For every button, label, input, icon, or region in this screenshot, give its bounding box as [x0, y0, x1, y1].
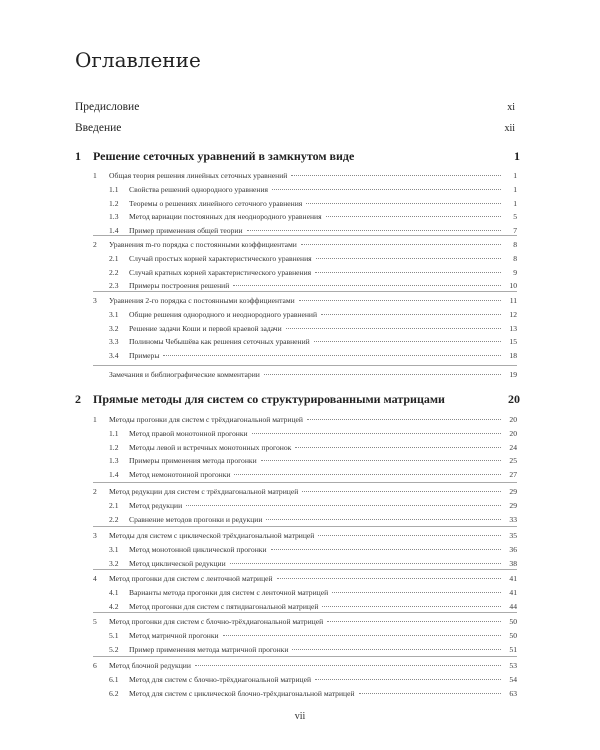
entry-label: Теоремы о решениях линейного сеточного уравнения	[129, 198, 303, 208]
entry-label: Метод прогонки для систем с блочно-трёхдиагональной матрицей	[109, 617, 324, 626]
toc-section[interactable]	[93, 370, 517, 380]
toc-section[interactable]	[93, 296, 517, 306]
dot-leader	[299, 300, 501, 301]
entry-label: Пример применения общей теории	[129, 226, 243, 236]
entry-page: 44	[509, 601, 517, 611]
entry-page: 8	[513, 240, 517, 249]
entry-label: Свойства решений однородного уравнения	[129, 184, 269, 194]
entry-label: Метод циклической редукции	[129, 558, 226, 568]
entry-page: 20	[509, 428, 517, 438]
entry-label: Примеры применения метода прогонки	[129, 456, 257, 466]
entry-page: 15	[509, 337, 517, 347]
entry-page: 20	[509, 415, 517, 424]
toc-subsection[interactable]	[109, 501, 517, 511]
entry-number: 3	[93, 531, 97, 540]
entry-number: 1.3	[109, 456, 119, 466]
entry-label: Метод матричной прогонки	[129, 630, 219, 640]
entry-page: 29	[509, 487, 517, 496]
dot-leader	[277, 578, 501, 579]
dot-leader	[326, 216, 501, 217]
entry-label: Случай простых корней характеристического уравнения	[129, 253, 312, 263]
section-divider	[93, 612, 517, 613]
entry-number: 1.4	[109, 470, 119, 480]
dot-leader	[307, 419, 501, 420]
dot-leader	[315, 272, 501, 273]
entry-number: 2.2	[109, 267, 119, 277]
dot-leader	[315, 679, 501, 680]
entry-label: Метод монотонной циклической прогонки	[129, 544, 267, 554]
entry-page: 10	[509, 281, 517, 291]
section-divider	[93, 569, 517, 570]
entry-label: Полиномы Чебышёва как решения сеточных уравнений	[129, 337, 310, 347]
dot-leader	[234, 474, 501, 475]
toc-subsection[interactable]	[109, 337, 517, 347]
entry-label: Варианты метода прогонки для систем с ленточной матрицей	[129, 587, 329, 597]
dot-leader	[186, 505, 501, 506]
entry-number: 1	[93, 171, 97, 180]
toc-subsection[interactable]	[109, 470, 517, 480]
entry-number: 1.2	[109, 442, 119, 452]
entry-label: Примеры построения решений	[129, 281, 230, 291]
entry-number: 1.4	[109, 226, 119, 236]
entry-label: Метод вариации постоянных для неоднородного уравнения	[129, 212, 322, 222]
entry-page: 38	[509, 558, 517, 568]
section-divider	[93, 526, 517, 527]
entry-number: 4.2	[109, 601, 119, 611]
entry-page: 13	[509, 323, 517, 333]
entry-page: 29	[509, 500, 517, 510]
dot-leader	[295, 447, 501, 448]
toc-section[interactable]	[93, 415, 517, 425]
entry-number: 1.1	[109, 428, 119, 438]
entry-number: 3.2	[109, 558, 119, 568]
dot-leader	[266, 519, 501, 520]
entry-page: 50	[509, 630, 517, 640]
entry-number: 4	[93, 574, 97, 583]
entry-label: Уравнения 2-го порядка с постоянными коэффициентами	[109, 296, 295, 305]
entry-label: Общая теория решения линейных сеточных уравнений	[109, 171, 288, 180]
entry-number: 3.1	[109, 309, 119, 319]
entry-page: 27	[509, 470, 517, 480]
toc-subsection[interactable]	[109, 631, 517, 641]
section-divider	[93, 235, 517, 236]
toc-section[interactable]	[93, 171, 517, 181]
entry-label: Метод прогонки для систем с пятидиагональной матрицей	[129, 601, 319, 611]
entry-number: 2.1	[109, 253, 119, 263]
page-number: vii	[294, 711, 306, 722]
dot-leader	[292, 649, 501, 650]
entry-page: 63	[509, 688, 517, 698]
chapter-heading[interactable]	[75, 149, 520, 164]
toc-section[interactable]	[93, 487, 517, 497]
entry-page: 8	[513, 253, 517, 263]
entry-page: 35	[509, 531, 517, 540]
toc-subsection[interactable]	[109, 310, 517, 320]
entry-label: Методы для систем с циклической трёхдиагональной матрицей	[109, 531, 315, 540]
chapter-page: 20	[508, 392, 520, 406]
entry-label: Метод для систем с блочно-трёхдиагональной матрицей	[129, 674, 312, 684]
toc-subsection[interactable]	[109, 456, 517, 466]
chapter-heading[interactable]	[75, 392, 520, 407]
section-divider	[93, 482, 517, 483]
dot-leader	[230, 563, 501, 564]
entry-number: 1.3	[109, 212, 119, 222]
toc-section[interactable]	[93, 661, 517, 671]
toc-subsection[interactable]	[109, 429, 517, 439]
toc-subsection[interactable]	[109, 545, 517, 555]
entry-page: 53	[509, 661, 517, 670]
entry-number: 3.1	[109, 544, 119, 554]
entry-page: 51	[509, 644, 517, 654]
entry-label: Уравнения m-го порядка с постоянными коэффициентами	[109, 240, 297, 249]
entry-number: 3	[93, 296, 97, 305]
entry-page: 19	[509, 370, 517, 379]
toc-entry-preface[interactable]	[75, 101, 515, 113]
entry-number: 6.2	[109, 688, 119, 698]
entry-label: Метод блочной редукции	[109, 661, 191, 670]
dot-leader	[286, 328, 501, 329]
toc-subsection[interactable]	[109, 185, 517, 195]
entry-page: 9	[513, 267, 517, 277]
dot-leader	[321, 314, 501, 315]
entry-number: 2	[93, 240, 97, 249]
entry-page: xii	[504, 123, 515, 134]
dot-leader	[271, 549, 501, 550]
dot-leader	[233, 285, 501, 286]
toc-subsection[interactable]	[109, 602, 517, 612]
toc-subsection[interactable]	[109, 515, 517, 525]
dot-leader	[301, 244, 501, 245]
toc-subsection[interactable]	[109, 675, 517, 685]
entry-label: Метод для систем с циклической блочно-трёхдиагональной матрицей	[129, 688, 355, 698]
entry-page: 54	[509, 674, 517, 684]
entry-page: 41	[509, 587, 517, 597]
entry-number: 2.1	[109, 500, 119, 510]
chapter-page: 1	[514, 149, 520, 163]
entry-number: 3.3	[109, 337, 119, 347]
entry-label: Решение задачи Коши и первой краевой задачи	[129, 323, 282, 333]
entry-page: 41	[509, 574, 517, 583]
toc-subsection[interactable]	[109, 268, 517, 278]
entry-page: 1	[513, 184, 517, 194]
entry-number: 5.1	[109, 630, 119, 640]
toc-section[interactable]	[93, 531, 517, 541]
entry-number: 1	[93, 415, 97, 424]
dot-leader	[359, 693, 501, 694]
dot-leader	[272, 189, 501, 190]
chapter-number: 2	[75, 392, 81, 406]
entry-page: 18	[509, 351, 517, 361]
entry-page: 50	[509, 617, 517, 626]
entry-page: 5	[513, 212, 517, 222]
entry-label: Метод прогонки для систем с ленточной матрицей	[109, 574, 273, 583]
dot-leader	[163, 355, 501, 356]
section-divider	[93, 365, 517, 366]
dot-leader	[291, 175, 501, 176]
entry-label: Методы прогонки для систем с трёхдиагональной матрицей	[109, 415, 303, 424]
entry-label: Пример применения метода матричной прогонки	[129, 644, 289, 654]
dot-leader	[195, 665, 501, 666]
entry-label: Метод редукции	[129, 500, 183, 510]
dot-leader	[327, 621, 501, 622]
dot-leader	[322, 606, 501, 607]
entry-number: 3.4	[109, 351, 119, 361]
chapter-title: Прямые методы для систем со структурированными матрицами	[93, 392, 445, 406]
dot-leader	[264, 374, 501, 375]
dot-leader	[306, 203, 501, 204]
entry-label: Случай кратных корней характеристического уравнения	[129, 267, 312, 277]
entry-number: 2	[93, 487, 97, 496]
entry-page: 1	[513, 198, 517, 208]
toc-section[interactable]	[93, 574, 517, 584]
dot-leader	[247, 230, 501, 231]
entry-number: 1.2	[109, 198, 119, 208]
entry-page: 1	[513, 171, 517, 180]
entry-number: 6	[93, 661, 97, 670]
toc-subsection[interactable]	[109, 212, 517, 222]
dot-leader	[332, 592, 501, 593]
dot-leader	[252, 433, 501, 434]
toc-subsection[interactable]	[109, 689, 517, 699]
entry-label: Метод немонотонной прогонки	[129, 470, 231, 480]
page-title: Оглавление	[75, 48, 201, 72]
toc-subsection[interactable]	[109, 588, 517, 598]
toc-subsection[interactable]	[109, 281, 517, 291]
entry-label: Метод редукции для систем с трёхдиагональной матрицей	[109, 487, 299, 496]
dot-leader	[316, 258, 501, 259]
toc-entry-introduction[interactable]	[75, 122, 515, 134]
section-divider	[93, 291, 517, 292]
entry-number: 4.1	[109, 587, 119, 597]
entry-page: xi	[507, 102, 515, 113]
chapter-title: Решение сеточных уравнений в замкнутом виде	[93, 149, 355, 163]
toc-subsection[interactable]	[109, 199, 517, 209]
entry-number: 1.1	[109, 184, 119, 194]
dot-leader	[318, 535, 501, 536]
toc-section[interactable]	[93, 617, 517, 627]
toc-subsection[interactable]	[109, 559, 517, 569]
entry-number: 3.2	[109, 323, 119, 333]
entry-label: Введение	[75, 122, 122, 134]
dot-leader	[261, 460, 501, 461]
dot-leader	[314, 341, 501, 342]
entry-label: Методы левой и встречных монотонных прогонок	[129, 442, 292, 452]
entry-label: Сравнение методов прогонки и редукции	[129, 514, 263, 524]
dot-leader	[302, 491, 501, 492]
toc-subsection[interactable]	[109, 254, 517, 264]
entry-label: Примеры	[129, 351, 160, 361]
entry-number: 5	[93, 617, 97, 626]
toc-subsection[interactable]	[109, 645, 517, 655]
entry-page: 11	[509, 296, 517, 305]
entry-page: 24	[509, 442, 517, 452]
entry-page: 12	[509, 309, 517, 319]
toc-subsection[interactable]	[109, 443, 517, 453]
chapter-number: 1	[75, 149, 81, 163]
entry-label: Общие решения однородного и неоднородного уравнений	[129, 309, 318, 319]
entry-label: Предисловие	[75, 101, 140, 113]
entry-label: Замечания и библиографические комментарии	[109, 370, 260, 379]
toc-subsection[interactable]	[109, 351, 517, 361]
entry-page: 36	[509, 544, 517, 554]
entry-number: 5.2	[109, 644, 119, 654]
toc-section[interactable]	[93, 240, 517, 250]
entry-number: 2.2	[109, 514, 119, 524]
section-divider	[93, 656, 517, 657]
entry-page: 7	[513, 226, 517, 236]
entry-label: Метод правой монотонной прогонки	[129, 428, 248, 438]
dot-leader	[223, 635, 501, 636]
entry-page: 33	[509, 514, 517, 524]
entry-number: 6.1	[109, 674, 119, 684]
toc-subsection[interactable]	[109, 324, 517, 334]
entry-page: 25	[509, 456, 517, 466]
entry-number: 2.3	[109, 281, 119, 291]
